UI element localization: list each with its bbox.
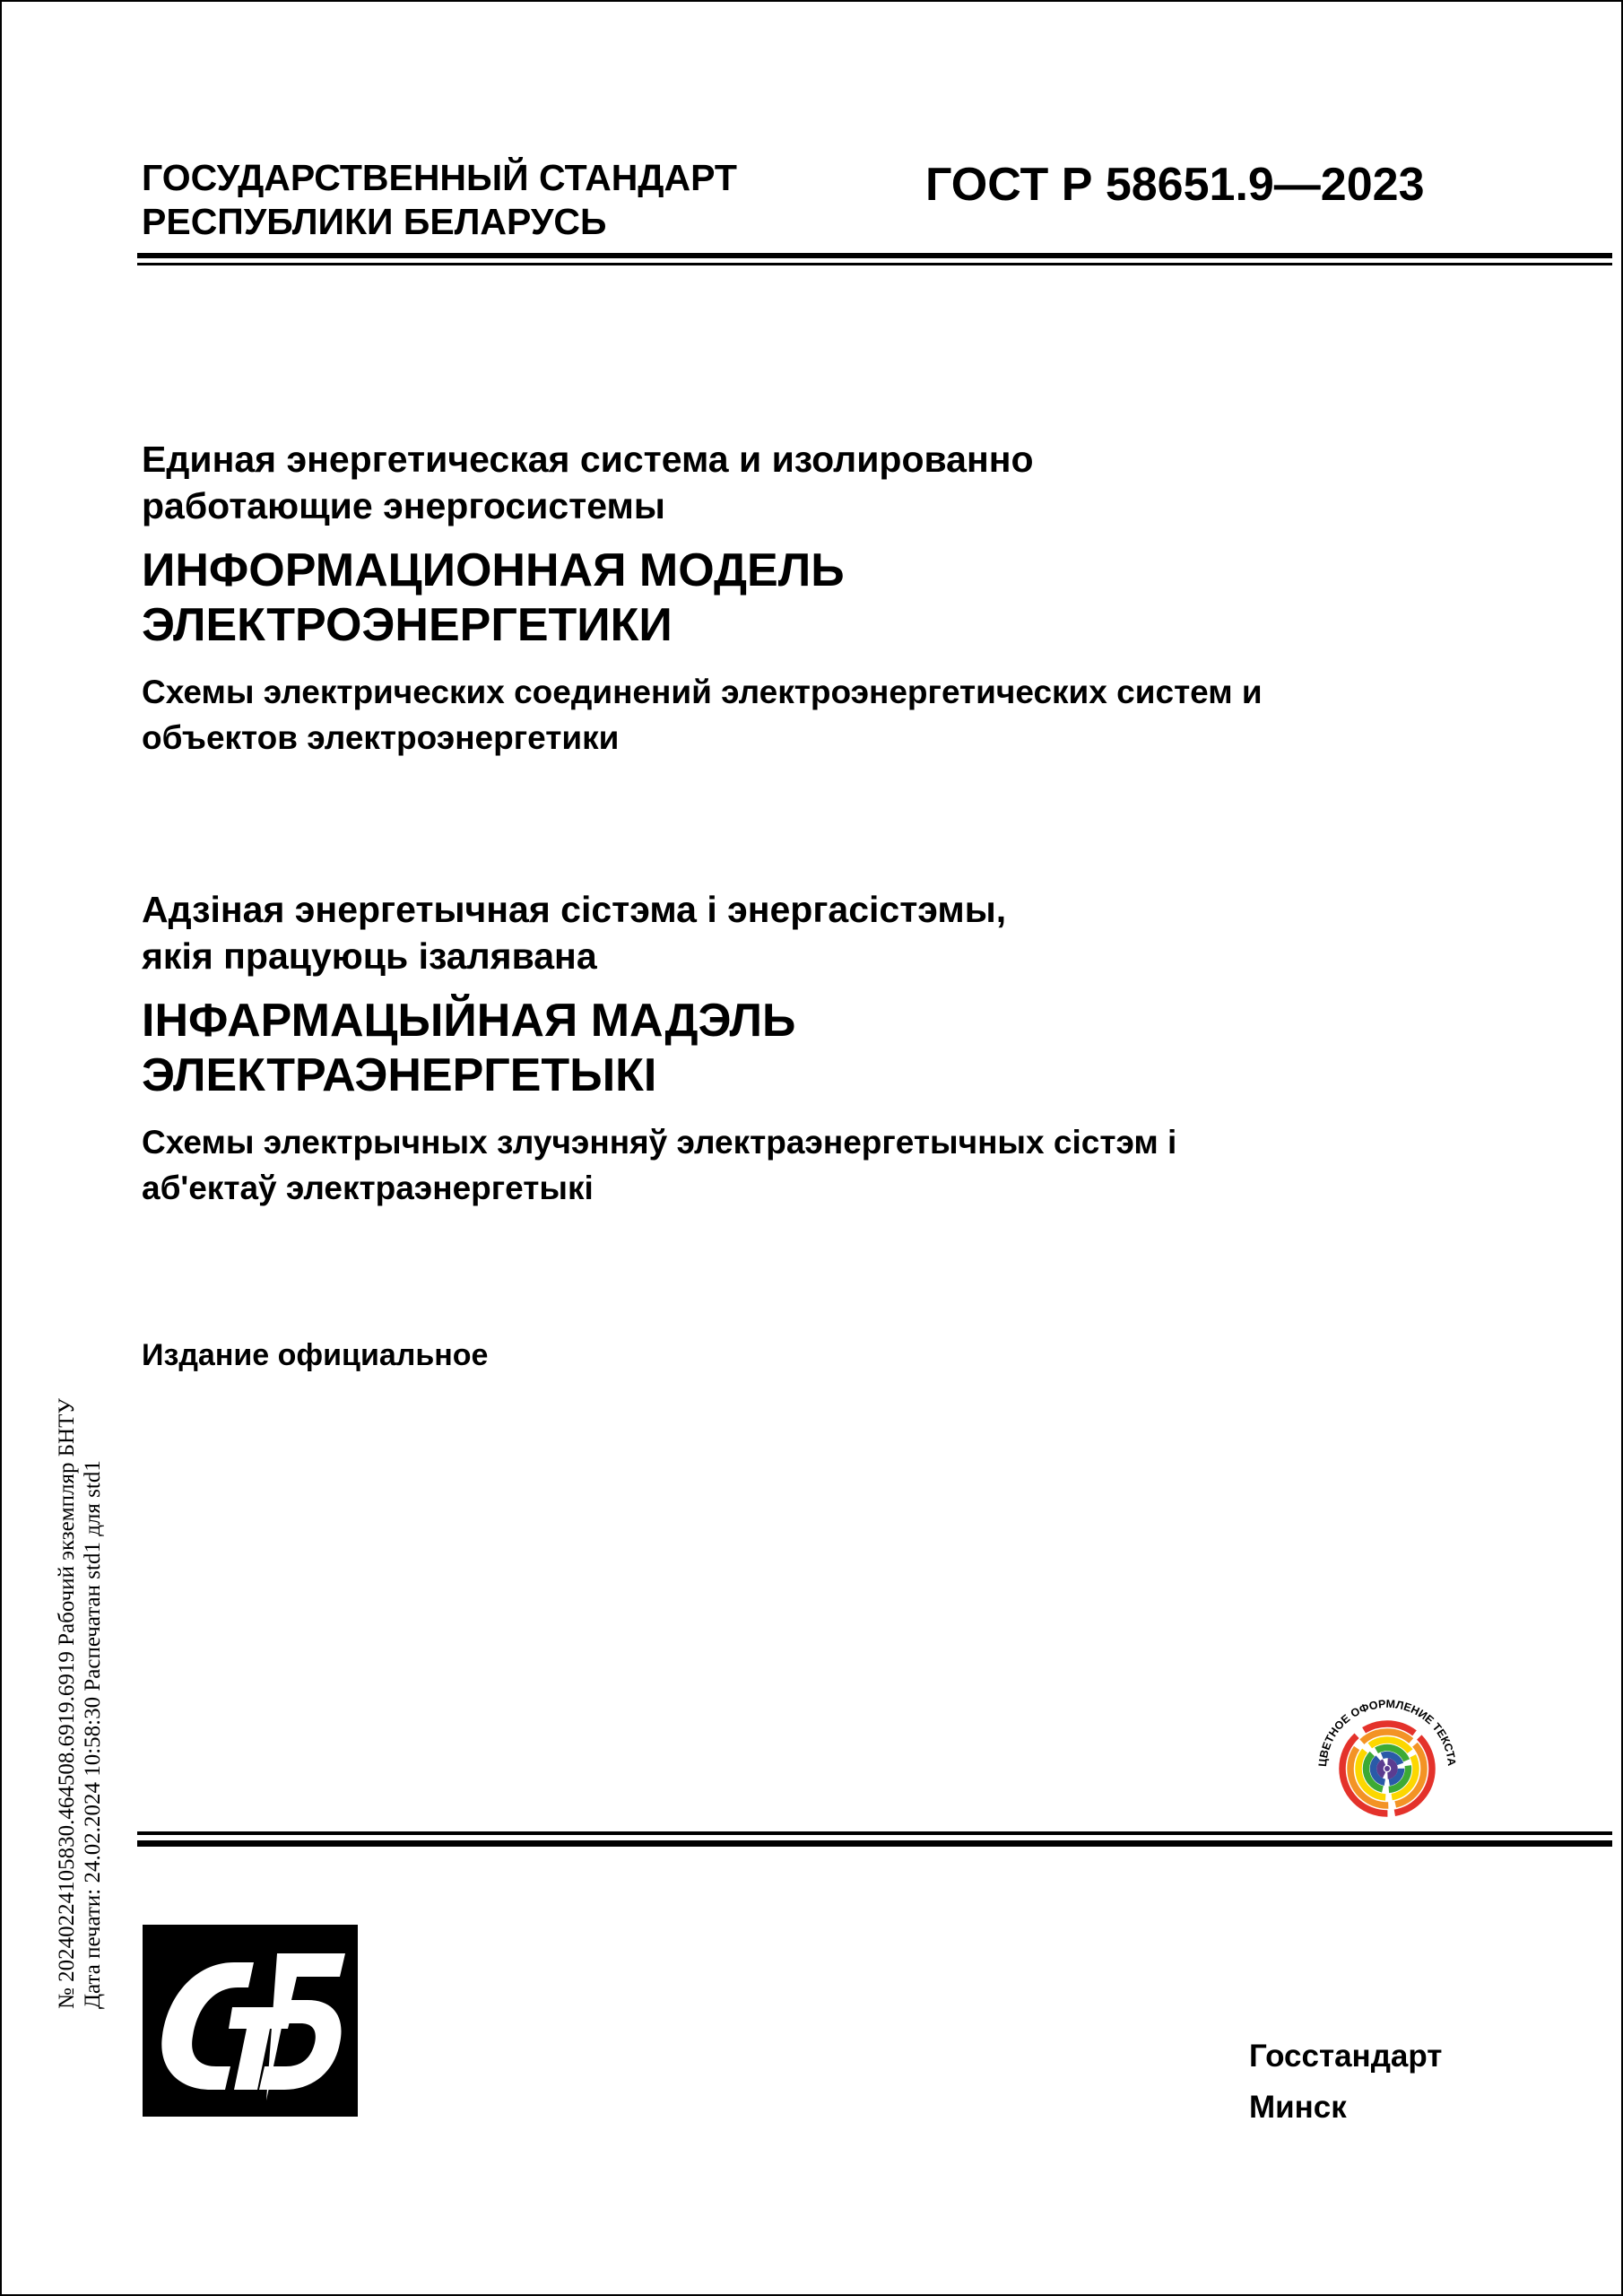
side-stamp-line1: № 20240224105830.464508.6919.6919 Рабочий экземпляр БНТУ — [55, 1397, 79, 2009]
footer-rule-thin — [137, 1831, 1612, 1835]
stb-logo-icon — [143, 1925, 358, 2117]
title-by-series-line2: якія працуюць ізалявана — [142, 935, 597, 977]
title-ru-series-line1: Единая энергетическая система и изолированно — [142, 439, 1034, 480]
title-by-main-line2: ЭЛЕКТРАЭНЕРГЕТЫКІ — [142, 1049, 657, 1101]
side-stamp-line2: Дата печати: 24.02.2024 10:58:30 Распечатан std1 для std1 — [81, 1460, 105, 2009]
publisher-name: Госстандарт — [1249, 2039, 1443, 2074]
side-stamp — [54, 1184, 106, 2009]
title-by-part-line1: Схемы электрычных злучэнняў электраэнергетычных сістэм і — [142, 1124, 1177, 1161]
title-by-series-line1: Адзіная энергетычная сістэма і энергасістэмы, — [142, 889, 1007, 930]
title-ru-series-line2: работающие энергосистемы — [142, 485, 665, 526]
standard-code: ГОСТ Р 58651.9—2023 — [925, 159, 1425, 211]
title-ru-part-line2: объектов электроэнергетики — [142, 719, 620, 756]
title-by-part-line2: аб'ектаў электраэнергетыкі — [142, 1170, 594, 1206]
title-by-part — [142, 1119, 1176, 1211]
title-by-series — [142, 886, 1006, 979]
header-rule-thin — [137, 263, 1612, 265]
publisher — [1249, 2031, 1442, 2133]
issuing-body-line2: РЕСПУБЛИКИ БЕЛАРУСЬ — [142, 201, 607, 242]
title-ru-part-line1: Схемы электрических соединений электроэнергетических систем и — [142, 674, 1263, 710]
issuing-body — [142, 156, 737, 244]
color-design-badge-icon — [1306, 1679, 1468, 1822]
footer-rule-thick — [137, 1840, 1612, 1847]
badge-text: ЦВЕТНОЕ ОФОРМЛЕНИЕ ТЕКСТА — [1315, 1697, 1459, 1768]
title-ru-main — [142, 544, 845, 653]
title-by-main-line1: ІНФАРМАЦЫЙНАЯ МАДЭЛЬ — [142, 995, 796, 1047]
issuing-body-line1: ГОСУДАРСТВЕННЫЙ СТАНДАРТ — [142, 157, 737, 198]
title-ru-main-line2: ЭЛЕКТРОЭНЕРГЕТИКИ — [142, 599, 673, 651]
publisher-city: Минск — [1249, 2090, 1347, 2125]
header-rule-thick — [137, 253, 1612, 258]
title-ru-main-line1: ИНФОРМАЦИОННАЯ МОДЕЛЬ — [142, 544, 845, 596]
edition-label: Издание официальное — [142, 1338, 489, 1372]
title-ru-series — [142, 436, 1034, 529]
title-ru-part — [142, 669, 1263, 761]
title-by-main — [142, 994, 795, 1103]
